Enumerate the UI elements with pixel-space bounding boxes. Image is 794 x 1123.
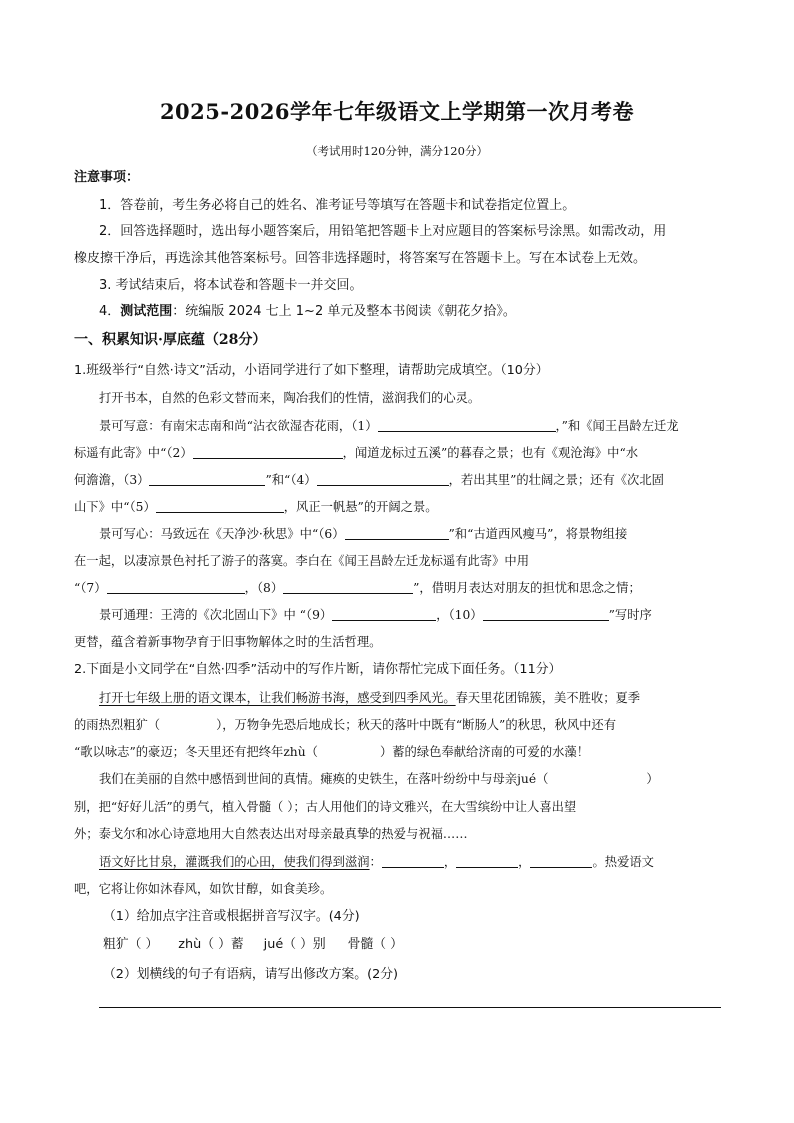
- q1-stem: 1.班级举行“自然·诗文”活动，小语同学进行了如下整理，请帮助完成填空。（10分）: [74, 363, 549, 378]
- q1-para-8b: ，（10）: [436, 608, 483, 622]
- q1-para-7: [74, 578, 724, 598]
- q1-para-2b: ，闻道龙标过五溪”的暮春之景；也有《观沧海》中“水: [342, 446, 639, 460]
- notice-heading: 注意事项：: [74, 170, 140, 185]
- q1-para-4: [74, 497, 724, 517]
- answer-blank-6[interactable]: [345, 525, 449, 540]
- answer-blank-phrase-3[interactable]: [530, 853, 592, 868]
- q2-line-3a: “歌以咏志”的豪迈；冬天里还有把终年zhù（: [74, 745, 318, 759]
- notice-item-2a: 2．回答选择题时，选出每小题答案后，用铅笔把答题卡上对应题目的答案标号涂黑。如需改动，用: [99, 224, 667, 239]
- notice-item-4-prefix: 4．: [99, 304, 121, 319]
- notice-item-4: [99, 302, 724, 322]
- q2-line-1b: 春天里花团锦簇，美不胜收；夏季: [455, 691, 641, 705]
- q2-line-7b: ，: [443, 855, 457, 869]
- q2-sub-1-items: [103, 935, 753, 955]
- q1-para-3b: ”和“（4）: [265, 473, 317, 487]
- q1-para-1a: 景可写意：有南宋志南和尚“沾衣欲湿杏花雨，（1）: [99, 419, 378, 433]
- q1-para-7a: “（7）: [74, 581, 107, 595]
- q2-underlined-sentence-1: 打开七年级上册的语文课本，让我们畅游书海，感受到四季风光。: [99, 691, 456, 705]
- answer-blank-2[interactable]: [193, 444, 343, 459]
- q2-line-3: [74, 742, 724, 762]
- q1-para-8a: 景可通理：王湾的《次北固山下》中 “（9）: [99, 608, 333, 622]
- q1-para-4a: 山下》中“（5）: [74, 500, 156, 514]
- q1-para-7c: ”，借明月表达对朋友的担忧和思念之情；: [413, 581, 641, 595]
- exam-subtitle: （考试用时120分钟，满分120分）: [306, 144, 488, 158]
- q1-para-1: [99, 416, 724, 436]
- q1-para-5b: ”和“古道西风瘦马”，将景物组接: [448, 527, 628, 541]
- q1-para-7b: ，（8）: [244, 581, 284, 595]
- q2-line-2a: 的雨热烈粗犷（: [74, 718, 161, 732]
- section-1-heading: 一、积累知识·厚底蕴（28分）: [74, 332, 267, 348]
- q1-para-4b: ，风正一帆悬”的开阔之景。: [283, 500, 438, 514]
- notice-item-1: 1．答卷前，考生务必将自己的姓名、准考证号等填写在答题卡和试卷指定位置上。: [99, 198, 576, 213]
- answer-blank-4[interactable]: [317, 471, 449, 486]
- q2-line-7: [99, 852, 724, 872]
- q1-para-8c: ”写时序: [608, 608, 652, 622]
- q1-intro: 打开书本，自然的色彩文替而来，陶冶我们的性情，滋润我们的心灵。: [99, 391, 481, 405]
- q2-line-4: [99, 769, 724, 789]
- q1-para-6: 在一起，以凄凉景色衬托了游子的落寞。李白在《闻王昌龄左迁龙标遥有此寄》中用: [74, 554, 529, 568]
- q2-line-8: 吧，它将让你如沐春风，如饮甘醇，如食美珍。: [74, 882, 333, 896]
- q2-line-4b: ）: [646, 772, 659, 786]
- answer-blank-5[interactable]: [156, 498, 284, 513]
- q2-line-4a: 我们在美丽的自然中感悟到世间的真情。瘫痪的史铁生，在落叶纷纷中与母亲jué（: [99, 772, 549, 786]
- notice-item-4-text: ：统编版 2024 七上 1~2 单元及整本书阅读《朝花夕拾》。: [172, 304, 516, 319]
- q2-line-3b: ）蓄的绿色奉献给济南的可爱的水藻！: [379, 745, 590, 759]
- answer-blank-10[interactable]: [483, 606, 609, 621]
- pinyin-item-gusui[interactable]: 骨髓（ ）: [347, 937, 403, 952]
- answer-line[interactable]: [99, 1007, 721, 1008]
- q2-line-2b: ），万物争先恐后地成长；秋天的落叶中既有“断肠人”的秋思，秋风中还有: [216, 718, 617, 732]
- q2-sub-2: （2）划横线的句子有语病，请写出修改方案。(2分): [103, 967, 399, 982]
- answer-blank-7[interactable]: [107, 579, 245, 594]
- notice-item-4-label: 测试范围: [120, 304, 173, 319]
- q1-para-9: 更替，蕴含着新事物孕育于旧事物解体之时的生活哲理。: [74, 635, 382, 649]
- q1-para-3: [74, 470, 724, 490]
- pinyin-item-jue[interactable]: jué（ ）别: [263, 937, 326, 952]
- answer-blank-8[interactable]: [283, 579, 413, 594]
- q2-sub-1: （1）给加点字注音或根据拼音写汉字。(4分): [103, 909, 360, 924]
- pinyin-item-cuguang[interactable]: 粗犷（ ）: [103, 937, 159, 952]
- q1-para-8: [99, 605, 724, 625]
- answer-blank-9[interactable]: [332, 606, 436, 621]
- q2-line-2: [74, 715, 724, 735]
- pinyin-item-zhu[interactable]: zhù（ ）蓄: [178, 937, 244, 952]
- q1-para-3a: 何澹澹，（3）: [74, 473, 150, 487]
- answer-blank-3[interactable]: [149, 471, 265, 486]
- answer-blank-1[interactable]: [378, 417, 556, 432]
- answer-blank-phrase-1[interactable]: [382, 853, 444, 868]
- q1-para-5: [99, 524, 724, 544]
- answer-blank-phrase-2[interactable]: [456, 853, 518, 868]
- page-title: 2025-2026学年七年级语文上学期第一次月考卷: [159, 99, 635, 124]
- q2-line-5: 别，把“好好儿活”的勇气，植入骨髓（ ）；古人用他们的诗文雅兴，在大雪缤纷中让人喜出望: [74, 800, 577, 814]
- q2-line-7d: 。热爱语文: [592, 855, 654, 869]
- notice-item-2b: 橡皮擦干净后，再选涂其他答案标号。回答非选择题时，将答案写在答题卡上。写在本试卷上无效。: [74, 251, 647, 266]
- q2-line-7a: ：: [369, 855, 382, 869]
- q1-para-1b: ，”和《闻王昌龄左迁龙: [555, 419, 679, 433]
- notice-item-3: 3. 考试结束后，将本试卷和答题卡一并交回。: [99, 278, 363, 293]
- q2-stem: 2.下面是小文同学在“自然·四季”活动中的写作片断，请你帮忙完成下面任务。（11分）: [74, 662, 562, 677]
- q1-para-2: [74, 443, 724, 463]
- q2-line-1: [99, 688, 724, 708]
- q1-para-5a: 景可写心：马致远在《天净沙·秋思》中“（6）: [99, 527, 345, 541]
- q1-para-3c: ，若出其里”的壮阔之景；还有《次北固: [448, 473, 664, 487]
- q2-line-6: 外；泰戈尔和冰心诗意地用大自然表达出对母亲最真挚的热爱与祝福……: [74, 827, 468, 841]
- q2-line-7c: ，: [518, 855, 531, 869]
- q1-para-2a: 标遥有此寄》中“（2）: [74, 446, 193, 460]
- q2-underlined-sentence-2: 语文好比甘泉，灌溉我们的心田，使我们得到滋润: [99, 855, 370, 869]
